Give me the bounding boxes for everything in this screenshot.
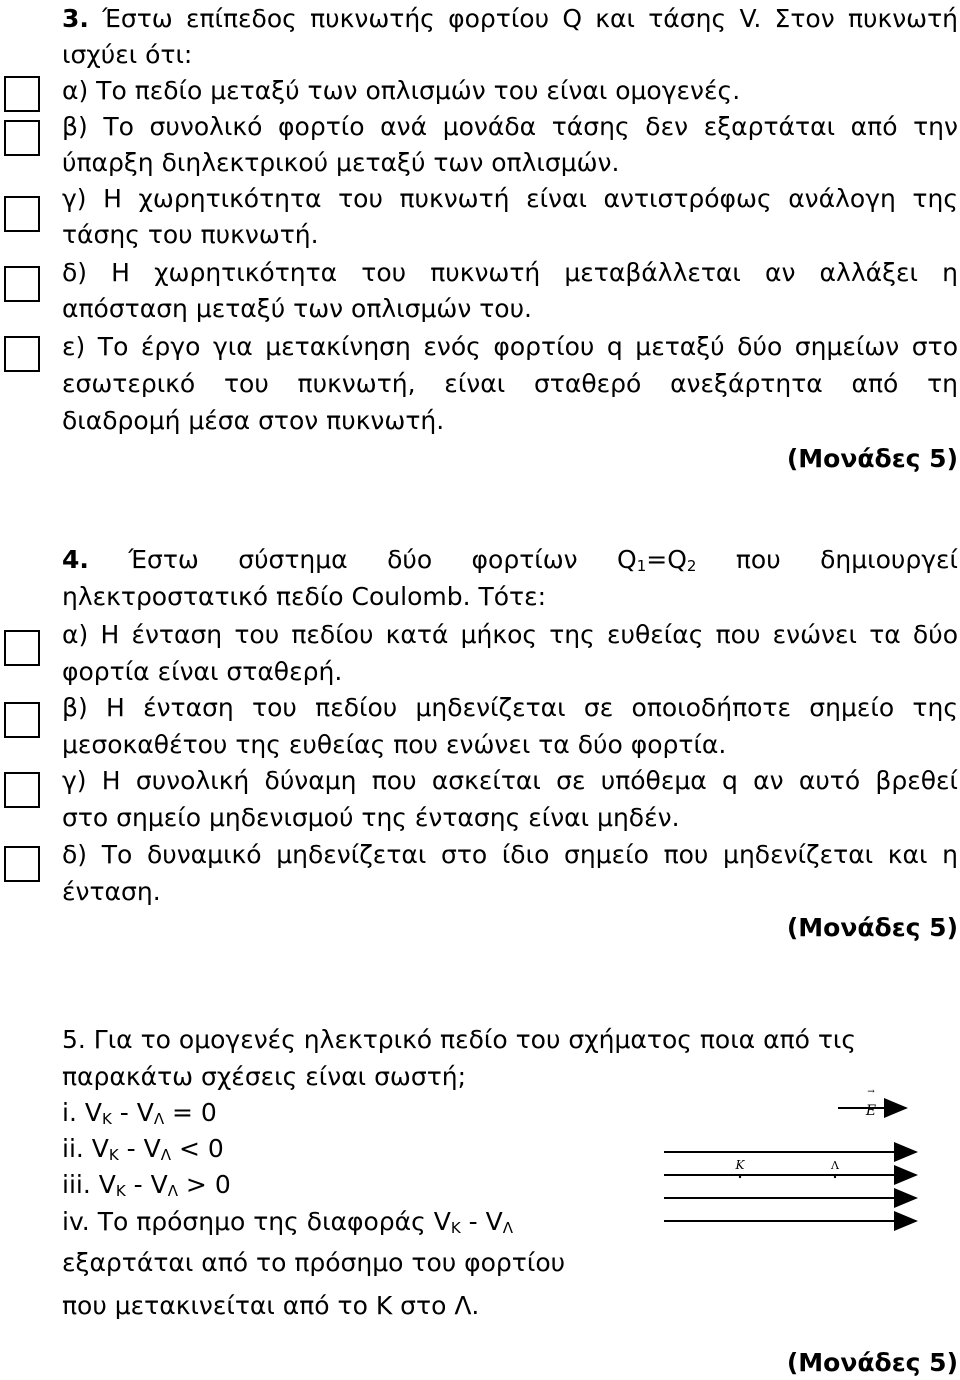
q3-line-2: ισχύει ότι:	[62, 40, 193, 69]
point-k-dot	[739, 1176, 741, 1178]
q3e-text-1: ε) Το έργο για μετακίνηση ενός φορτίου q μεταξύ δύο σημείων στο	[62, 332, 958, 361]
q4b-checkbox[interactable]	[4, 702, 40, 738]
q3d-text-1: δ) Η χωρητικότητα του πυκνωτή μεταβάλλεται αν αλλάξει η	[62, 258, 958, 287]
q3b-checkbox[interactable]	[4, 120, 40, 156]
q5-option-iii: iii. $V_K - V_\Lambda > 0$	[62, 1170, 231, 1200]
q4a-text-1: α) Η ένταση του πεδίου κατά μήκος της ευθείας που ενώνει τα δύο	[62, 620, 958, 649]
point-l-label: Λ	[831, 1159, 839, 1172]
q4d-checkbox[interactable]	[4, 846, 40, 882]
q3-marks: (Μονάδες 5)	[786, 444, 958, 473]
q4d-text-2: ένταση.	[62, 877, 161, 906]
q4-line-1: 4. Έστω σύστημα δύο φορτίων $Q_1=Q_2$ που δημιουργεί	[62, 545, 959, 575]
field-label-arrow: →	[867, 1087, 875, 1097]
q4a-text-2: φορτία είναι σταθερή.	[62, 657, 343, 686]
uniform-field-figure	[660, 1085, 950, 1235]
q4a-checkbox[interactable]	[4, 630, 40, 666]
q3c-text-1: γ) Η χωρητικότητα του πυκνωτή είναι αντιστρόφως ανάλογη της	[62, 184, 958, 213]
q4b-text-2: μεσοκαθέτου της ευθείας που ενώνει τα δύο φορτία.	[62, 730, 727, 759]
q4-number: 4.	[62, 545, 89, 574]
q5-line-2: παρακάτω σχέσεις είναι σωστή;	[62, 1062, 467, 1091]
q4d-text-1: δ) Το δυναμικό μηδενίζεται στο ίδιο σημείο που μηδενίζεται και η	[62, 840, 958, 869]
q3e-text-3: διαδρομή μέσα στον πυκνωτή.	[62, 406, 445, 435]
q5-option-iv-cont-1: εξαρτάται από το πρόσημο του φορτίου	[62, 1248, 566, 1277]
q5-option-ii: ii. $V_K - V_\Lambda < 0$	[62, 1134, 224, 1164]
q3c-text-2: τάσης του πυκνωτή.	[62, 220, 319, 249]
q5-line-1: 5. Για το ομογενές ηλεκτρικό πεδίο του σχήματος ποια από τις	[62, 1025, 857, 1054]
q5-option-iv: iv. Το πρόσημο της διαφοράς $V_K - V_\Lambda$	[62, 1207, 514, 1237]
q5-option-i: i. $V_K - V_\Lambda = 0$	[62, 1098, 217, 1128]
q3d-text-2: απόσταση μεταξύ των οπλισμών του.	[62, 294, 532, 323]
q4c-text-2: στο σημείο μηδενισμού της έντασης είναι μηδέν.	[62, 803, 680, 832]
point-l-dot	[834, 1176, 836, 1178]
q5-marks: (Μονάδες 5)	[786, 1348, 958, 1377]
field-label-e: E	[865, 1103, 877, 1119]
q4-marks: (Μονάδες 5)	[786, 913, 958, 942]
q3b-text-1: β) Το συνολικό φορτίο ανά μονάδα τάσης δεν εξαρτάται από την	[62, 112, 958, 141]
q3c-checkbox[interactable]	[4, 196, 40, 232]
q3-number: 3.	[62, 4, 89, 33]
q4-line-2: ηλεκτροστατικό πεδίο Coulomb. Τότε:	[62, 582, 547, 611]
q3e-text-2: εσωτερικό του πυκνωτή, είναι σταθερό ανεξάρτητα από τη	[62, 369, 958, 398]
q3-line-1: 3. Έστω επίπεδος πυκνωτής φορτίου Q και τάσης V. Στον πυκνωτή	[62, 4, 958, 33]
q3a-checkbox[interactable]	[4, 76, 40, 112]
q3b-text-2: ύπαρξη διηλεκτρικού μεταξύ των οπλισμών.	[62, 148, 620, 177]
q3e-checkbox[interactable]	[4, 336, 40, 372]
q3d-checkbox[interactable]	[4, 266, 40, 302]
q5-option-iv-cont-2: που μετακινείται από το Κ στο Λ.	[62, 1291, 480, 1320]
point-k-label: K	[735, 1158, 745, 1172]
q4b-text-1: β) Η ένταση του πεδίου μηδενίζεται σε οποιοδήποτε σημείο της	[62, 693, 958, 722]
q3a-text: α) Το πεδίο μεταξύ των οπλισμών του είναι ομογενές.	[62, 76, 741, 105]
q4c-text-1: γ) Η συνολική δύναμη που ασκείται σε υπόθεμα q αν αυτό βρεθεί	[62, 766, 958, 795]
q4c-checkbox[interactable]	[4, 772, 40, 808]
